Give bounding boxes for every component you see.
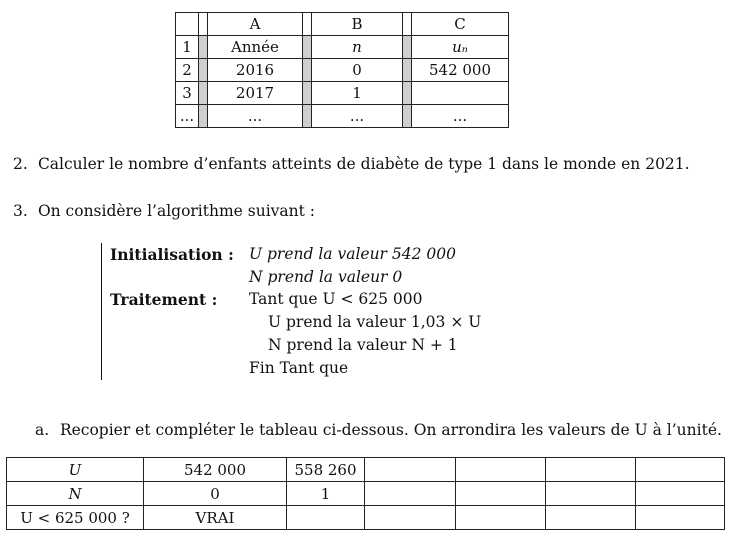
gutter [199, 82, 208, 105]
gutter [303, 59, 312, 82]
u-cell: 558 260 [287, 458, 365, 482]
table-row-condition [7, 506, 725, 530]
gutter [403, 36, 412, 59]
spreadsheet-row [176, 82, 509, 105]
u-cell [636, 458, 725, 482]
algo-init-label: Initialisation : [110, 245, 234, 264]
question-3 [13, 202, 315, 220]
part-a-label: a. [35, 421, 50, 439]
u-cell: 542 000 [144, 458, 287, 482]
gutter [303, 36, 312, 59]
spreadsheet-row [176, 105, 509, 128]
cell-c-ellipsis: ... [412, 105, 509, 128]
question-3-text: On considère l’algorithme suivant : [37, 202, 316, 220]
spreadsheet-table [175, 12, 509, 128]
algo-init-line2: N prend la valeur 0 [249, 268, 403, 286]
condition-cell [546, 506, 636, 530]
condition-cell [456, 506, 546, 530]
u-cell [546, 458, 636, 482]
algo-loop-end: Fin Tant que [249, 359, 349, 377]
corner-cell [176, 13, 199, 36]
row-label-u: U [7, 458, 144, 482]
table-row-u [7, 458, 725, 482]
row-header: 2 [176, 59, 199, 82]
table-row-n [7, 482, 725, 506]
question-3-number: 3. [13, 202, 28, 220]
completion-table [6, 457, 725, 530]
gutter [403, 13, 412, 36]
n-cell: 1 [287, 482, 365, 506]
spreadsheet-row [176, 59, 509, 82]
algo-init-line1: U prend la valeur 542 000 [249, 245, 456, 263]
algorithm-bar [101, 243, 102, 380]
condition-cell: VRAI [144, 506, 287, 530]
u-cell [365, 458, 456, 482]
n-cell: 0 [144, 482, 287, 506]
cell-b2: 0 [312, 59, 403, 82]
gutter [303, 82, 312, 105]
question-2-text: Calculer le nombre d’enfants atteints de diabète de type 1 dans le monde en 2021. [37, 155, 690, 173]
gutter [199, 59, 208, 82]
cell-a1: Année [208, 36, 303, 59]
algo-loop-start: Tant que U < 625 000 [249, 290, 423, 308]
n-cell [456, 482, 546, 506]
gutter [303, 105, 312, 128]
cell-a3: 2017 [208, 82, 303, 105]
gutter [199, 13, 208, 36]
gutter [199, 105, 208, 128]
row-label-n: N [7, 482, 144, 506]
condition-cell [636, 506, 725, 530]
cell-c2: 542 000 [412, 59, 509, 82]
row-header: 1 [176, 36, 199, 59]
part-a [35, 421, 722, 439]
row-label-condition: U < 625 000 ? [7, 506, 144, 530]
row-header: ... [176, 105, 199, 128]
condition-cell [365, 506, 456, 530]
cell-c1: uₙ [412, 36, 509, 59]
spreadsheet-row [176, 36, 509, 59]
gutter [303, 13, 312, 36]
spreadsheet-header-row [176, 13, 509, 36]
cell-c3 [412, 82, 509, 105]
cell-b3: 1 [312, 82, 403, 105]
gutter [403, 105, 412, 128]
col-header-c: C [412, 13, 509, 36]
cell-a-ellipsis: ... [208, 105, 303, 128]
gutter [403, 82, 412, 105]
cell-a2: 2016 [208, 59, 303, 82]
col-header-a: A [208, 13, 303, 36]
n-cell [636, 482, 725, 506]
n-cell [365, 482, 456, 506]
algo-trait-label: Traitement : [110, 290, 218, 309]
part-a-text: Recopier et compléter le tableau ci-dessous. On arrondira les valeurs de U à l’unité. [59, 421, 722, 439]
gutter [199, 36, 208, 59]
col-header-b: B [312, 13, 403, 36]
algo-body-line1: U prend la valeur 1,03 × U [268, 313, 482, 331]
cell-b1: n [312, 36, 403, 59]
n-cell [546, 482, 636, 506]
gutter [403, 59, 412, 82]
row-header: 3 [176, 82, 199, 105]
question-2 [13, 155, 690, 173]
cell-b-ellipsis: ... [312, 105, 403, 128]
u-cell [456, 458, 546, 482]
algo-body-line2: N prend la valeur N + 1 [268, 336, 458, 354]
condition-cell [287, 506, 365, 530]
question-2-number: 2. [13, 155, 28, 173]
